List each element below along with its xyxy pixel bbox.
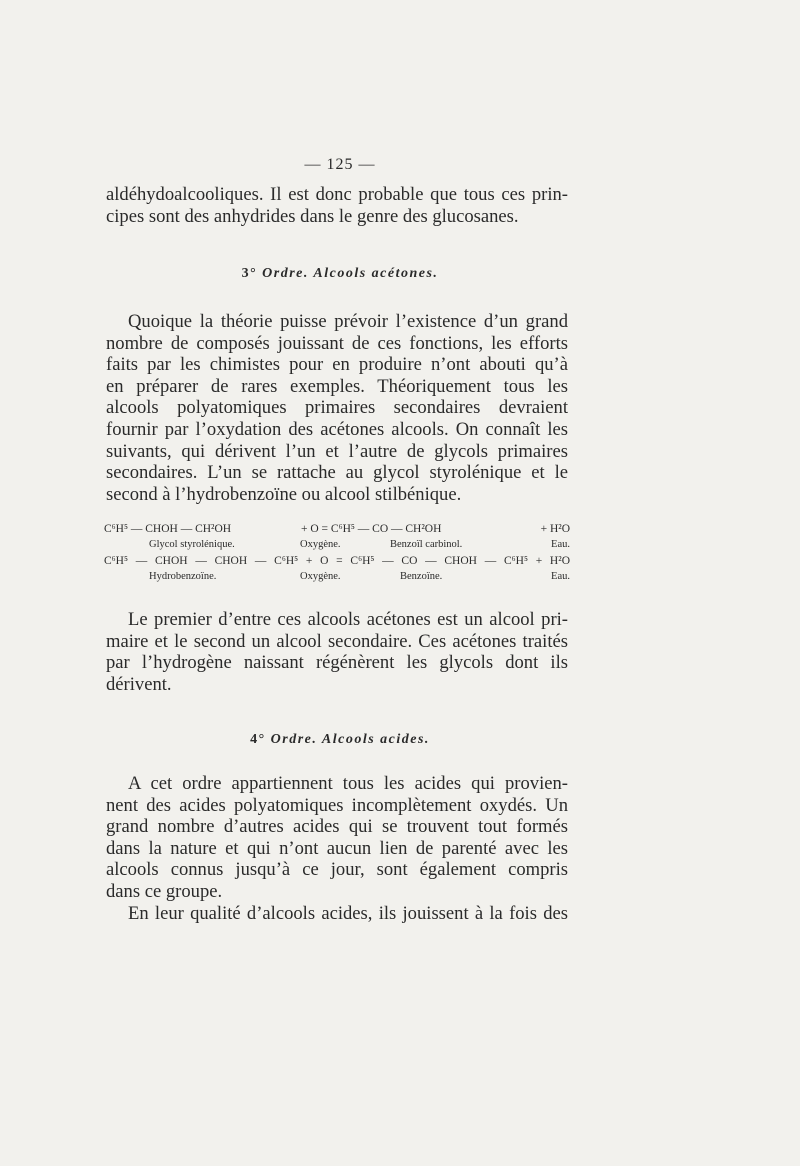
caption: Benzoïne.	[400, 571, 443, 582]
text-line: aldéhydoalcooliques. Il est donc probable que tous ces prin-	[106, 184, 568, 205]
caption: Benzoïl carbinol.	[390, 539, 463, 550]
paragraph-premier-alcool	[106, 609, 568, 695]
text-line: maire et le second un alcool secondaire. Ces acétones traités	[106, 630, 568, 652]
text-line: cipes sont des anhydrides dans le genre des glucosanes.	[106, 205, 519, 227]
formula-full: C⁶H⁵ — CHOH — CHOH — C⁶H⁵ + O = C⁶H⁵ — CO — CHOH — C⁶H⁵ + H²O	[104, 555, 570, 567]
text-line: nent des acides polyatomiques incomplètement oxydés. Un	[106, 794, 568, 816]
paragraph-intro	[106, 184, 568, 227]
caption: Hydrobenzoïne.	[149, 571, 217, 582]
paragraph-alcools-acetones	[106, 311, 568, 505]
equation-caption-row	[104, 539, 570, 555]
caption: Oxygène.	[300, 571, 341, 582]
text-line: En leur qualité d’alcools acides, ils jouissent à la fois des	[128, 902, 568, 924]
equation-row	[104, 555, 570, 571]
text-line: dans la nature et qui n’ont aucun lien de parenté avec les	[106, 837, 568, 859]
equation-row	[104, 523, 570, 539]
text-line: dans ce groupe.	[106, 880, 223, 902]
text-line: Quoique la théorie puisse prévoir l’existence d’un grand	[128, 311, 568, 332]
caption: Glycol styrolénique.	[149, 539, 235, 550]
text-line: secondaires. L’un se rattache au glycol styrolénique et le	[106, 462, 568, 484]
caption: Eau.	[551, 571, 570, 582]
caption: Oxygène.	[300, 539, 341, 550]
text-line: alcools connus jusqu’à ce jour, sont également compris	[106, 859, 568, 881]
paragraph-alcools-acides	[106, 773, 568, 924]
heading-text: Ordre. Alcools acétones.	[262, 266, 439, 281]
text-line: A cet ordre appartiennent tous les acides qui provien-	[128, 773, 568, 794]
text-line: second à l’hydrobenzoïne ou alcool stilbénique.	[106, 483, 462, 505]
heading-number: 3°	[241, 266, 258, 281]
text-line: en préparer de rares exemples. Théoriquement tous les	[106, 375, 568, 397]
text-line: suivants, qui dérivent l’un et l’autre de glycols primaires	[106, 440, 568, 462]
equation-caption-row	[104, 571, 570, 587]
chemical-equations	[104, 523, 570, 587]
caption: Eau.	[551, 539, 570, 550]
text-line: par l’hydrogène naissant régénèrent les glycols dont ils	[106, 652, 568, 674]
formula-water: + H²O	[540, 523, 570, 535]
text-line: grand nombre d’autres acides qui se trouvent tout formés	[106, 816, 568, 838]
formula-reactant: C⁶H⁵ — CHOH — CH²OH	[104, 523, 232, 535]
text-line: faits par les chimistes pour en produire n’ont abouti qu’à	[106, 354, 568, 376]
heading-text: Ordre. Alcools acides.	[270, 732, 430, 747]
text-line: dérivent.	[106, 673, 172, 695]
text-line: Le premier d’entre ces alcools acétones est un alcool pri-	[128, 609, 568, 630]
text-line: alcools polyatomiques primaires secondaires devraient	[106, 397, 568, 419]
page-number: — 125 —	[304, 156, 376, 173]
formula-product: + O = C⁶H⁵ — CO — CH²OH	[301, 523, 442, 535]
text-line: nombre de composés jouissant de ces fonctions, les efforts	[106, 332, 568, 354]
section-heading-3	[0, 266, 680, 282]
section-heading-4	[0, 732, 680, 748]
heading-number: 4°	[250, 732, 266, 747]
text-line: fournir par l’oxydation des acétones alcools. On connaît les	[106, 418, 568, 440]
